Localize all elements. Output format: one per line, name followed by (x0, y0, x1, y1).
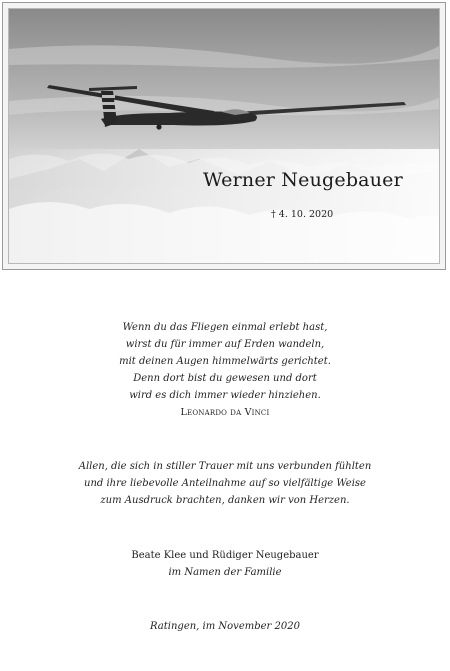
family-note: im Namen der Familie (168, 567, 282, 578)
poem-line: wird es dich immer wieder hinziehen. (129, 390, 321, 401)
poem-line: Denn dort bist du gewesen und dort (133, 373, 317, 384)
thanks-line: Allen, die sich in stiller Trauer mit uns verbunden fühlten (78, 461, 372, 472)
thanks-line: zum Ausdruck brachten, danken wir von Herzen. (100, 495, 350, 506)
poem-line: mit deinen Augen himmelwärts gerichtet. (119, 356, 331, 367)
poem-line: Wenn du das Fliegen einmal erlebt hast, (122, 322, 328, 333)
death-date: † 4. 10. 2020 (271, 209, 334, 220)
thanks-block (0, 458, 450, 509)
poem-author: Leonardo da Vinci (180, 407, 270, 418)
thanks-line: und ihre liebevolle Anteilnahme auf so vielfältige Weise (84, 478, 366, 489)
memorial-photo-frame (2, 2, 446, 270)
poem-line: wirst du für immer auf Erden wandeln, (125, 339, 325, 350)
signer-names: Beate Klee und Rüdiger Neugebauer (131, 550, 319, 561)
poem-block (0, 319, 450, 421)
glider-photo (8, 8, 440, 264)
signers-block (0, 547, 450, 581)
glider-over-clouds-image (9, 9, 440, 264)
deceased-name: Werner Neugebauer (203, 169, 403, 191)
place-date: Ratingen, im November 2020 (150, 621, 300, 632)
